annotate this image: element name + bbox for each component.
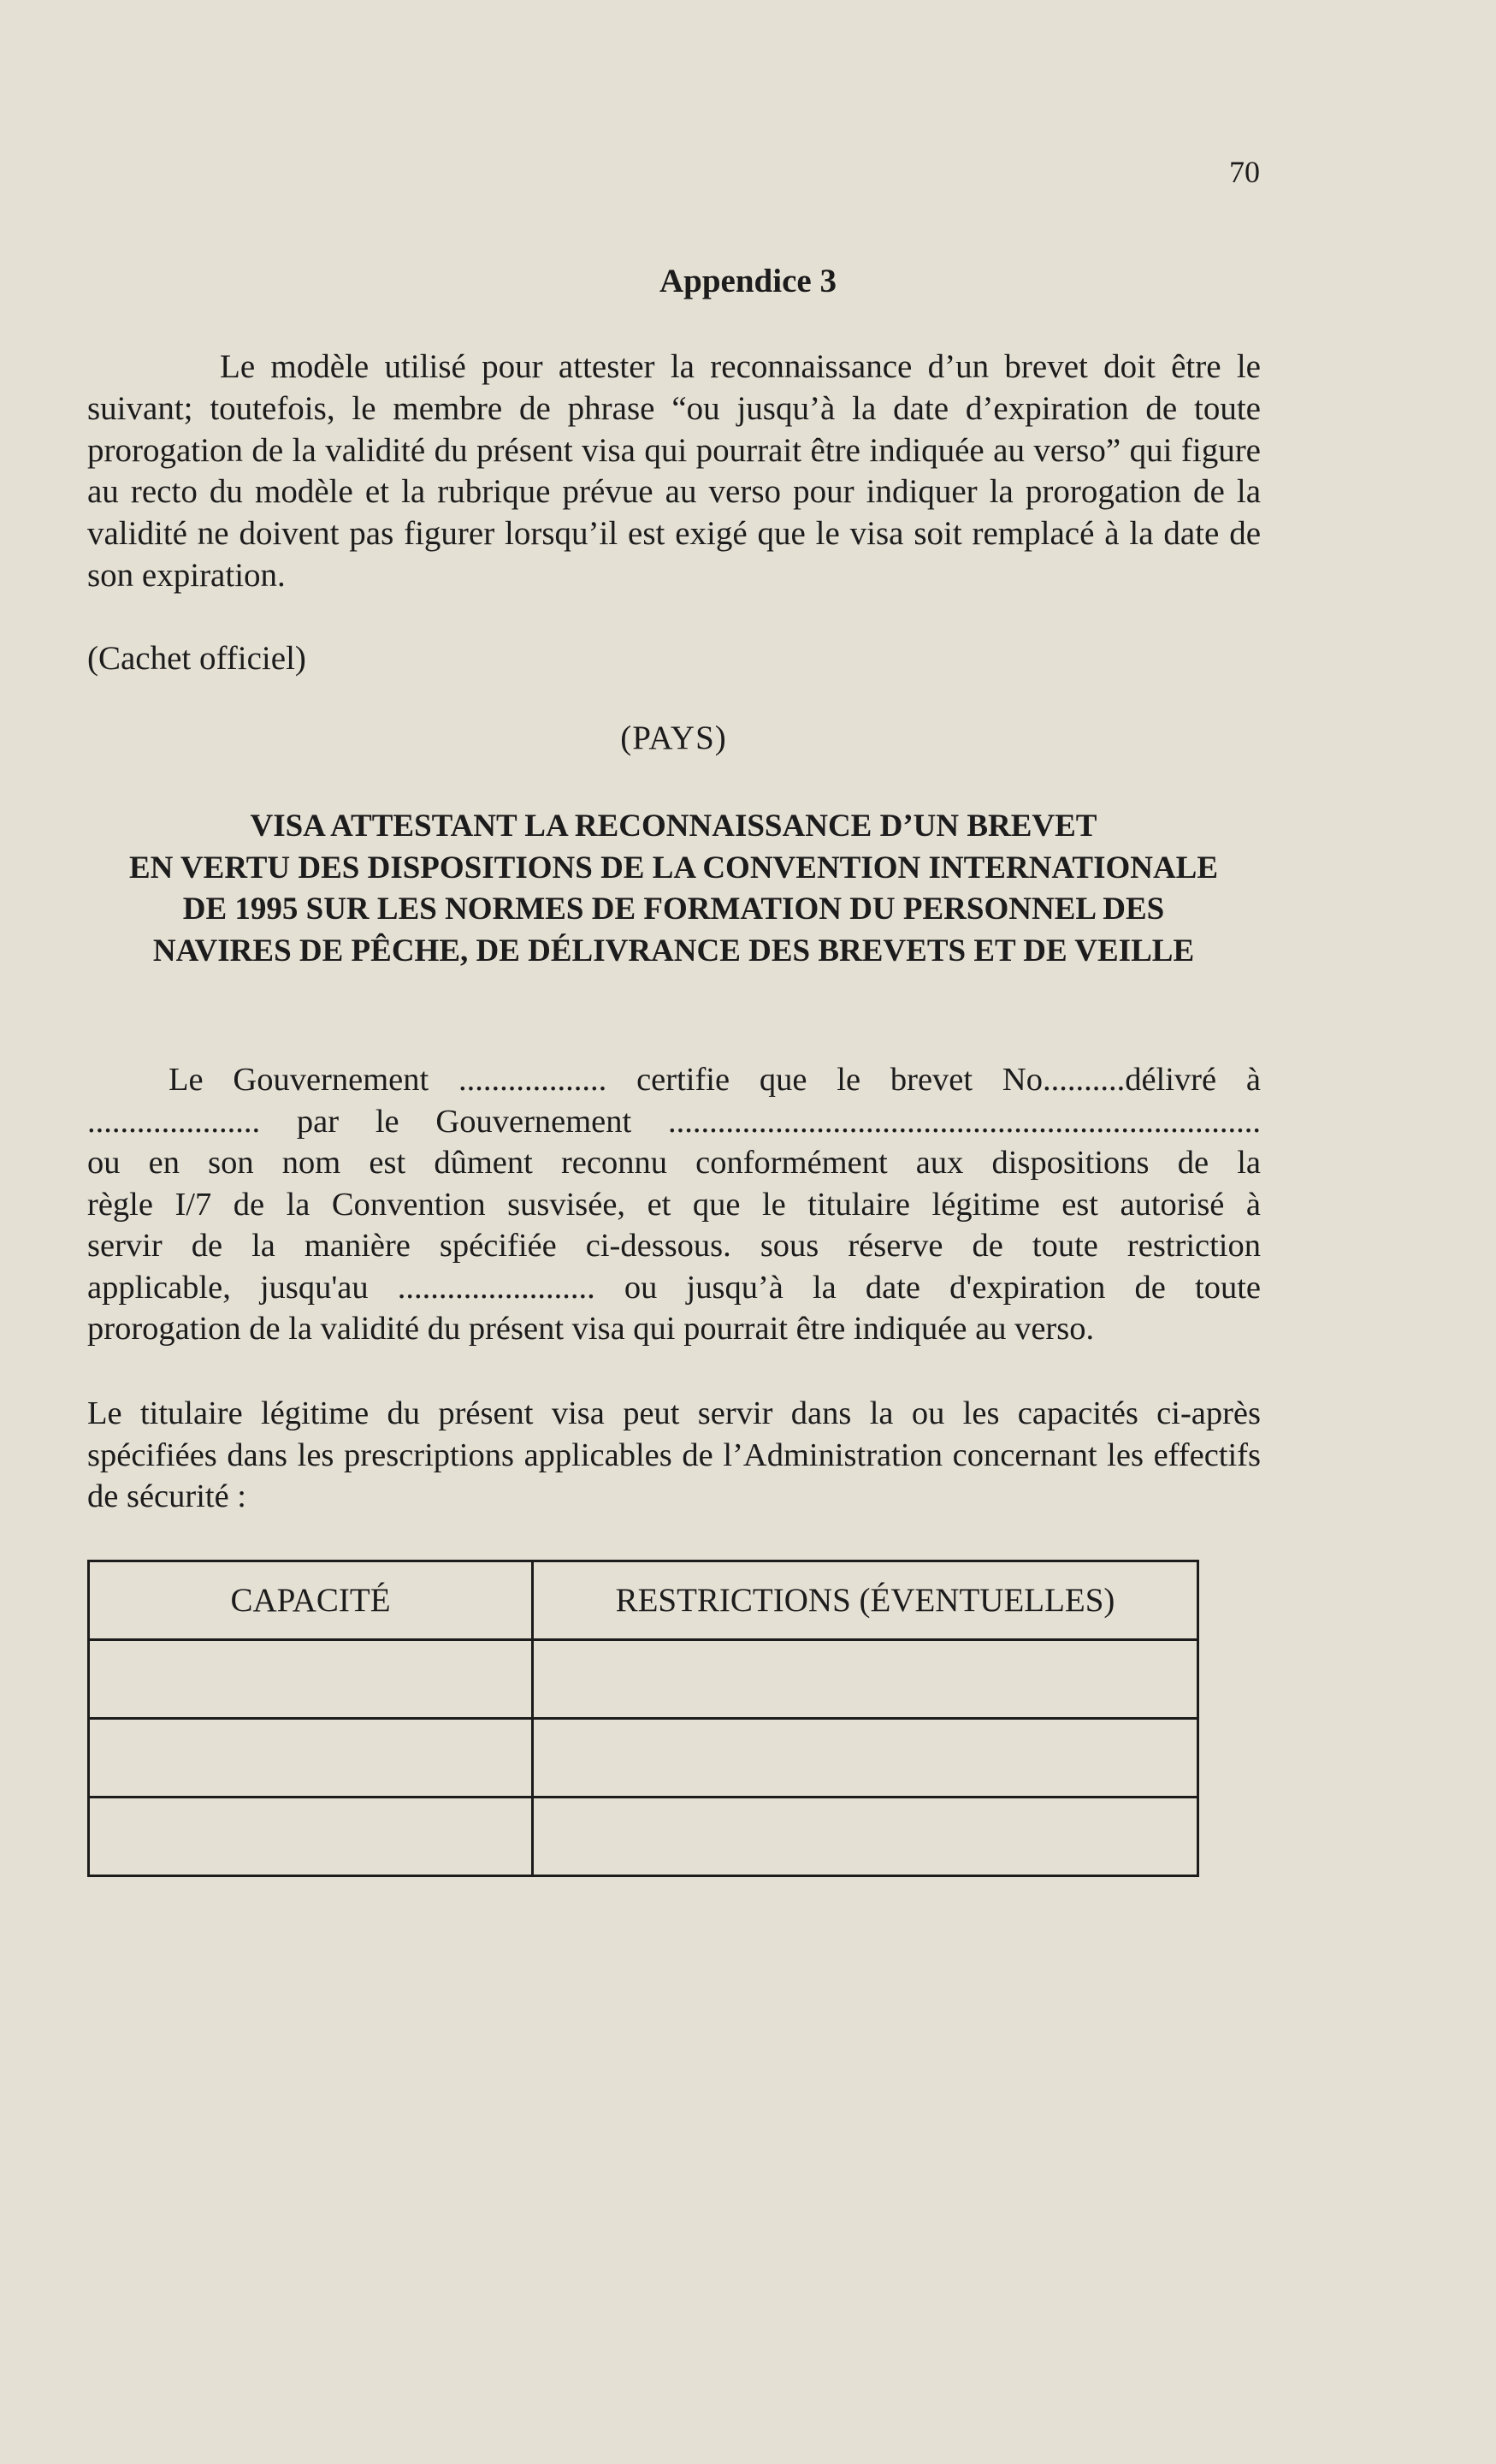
intro-paragraph: Le modèle utilisé pour attester la reconnaissance d’un brevet doit être le suivant; toutefois, le membre de phrase “ou jusqu’à la date d’expiration de toute prorogation de la validité du présent visa qui pourrait être indiquée au verso” qui figure au recto du modèle et la rubrique prévue au verso pour indiquer la prorogation de la validité ne doivent pas figurer lorsqu’il est exigé que le visa soit remplacé à la date de son expiration. — [87, 348, 1261, 594]
certification-line: prorogation de la validité du présent visa qui pourrait être indiquée au verso. — [87, 1311, 1095, 1347]
capacity-cell — [89, 1798, 533, 1876]
certification-line: Le Gouvernement .................. certifie que le brevet No..........délivré à — [169, 1062, 1261, 1098]
visa-title-line: NAVIRES DE PÊCHE, DE DÉLIVRANCE DES BREVETS ET DE VEILLE — [152, 933, 1195, 968]
certification-paragraph — [87, 1059, 1261, 1350]
restrictions-cell — [533, 1798, 1198, 1876]
appendix-title: Appendice 3 — [659, 263, 837, 299]
certification-line: règle I/7 de la Convention susvisée, et que le titulaire légitime est autorisé à — [87, 1186, 1261, 1223]
restrictions-column-header: RESTRICTIONS (ÉVENTUELLES) — [533, 1561, 1198, 1640]
capacity-table — [87, 1560, 1199, 1877]
restrictions-cell — [533, 1640, 1198, 1719]
country-label: (PAYS) — [620, 720, 727, 756]
table-row — [89, 1719, 1198, 1798]
official-seal-label: (Cachet officiel) — [87, 640, 306, 677]
visa-title — [0, 806, 1347, 972]
table-row — [89, 1798, 1198, 1876]
page-number: 70 — [1229, 155, 1260, 189]
capacities-paragraph: Le titulaire légitime du présent visa peut servir dans la ou les capacités ci-après spécifiées dans les prescriptions applicables de l’Administration concernant les effectifs de sécurité : — [87, 1395, 1261, 1514]
table-row — [89, 1640, 1198, 1719]
certification-line: servir de la manière spécifiée ci-dessous. sous réserve de toute restriction — [87, 1228, 1261, 1264]
visa-title-line: VISA ATTESTANT LA RECONNAISSANCE D’UN BREVET — [250, 808, 1097, 844]
capacity-cell — [89, 1719, 533, 1798]
capacity-cell — [89, 1640, 533, 1719]
table-header-row — [89, 1561, 1198, 1640]
visa-title-line: DE 1995 SUR LES NORMES DE FORMATION DU PERSONNEL DES — [182, 891, 1165, 927]
restrictions-cell — [533, 1719, 1198, 1798]
certification-line: ..................... par le Gouvernement ........................................................................ — [87, 1103, 1261, 1140]
certification-line: applicable, jusqu'au ........................ ou jusqu’à la date d'expiration de toute — [87, 1269, 1261, 1306]
certification-line: ou en son nom est dûment reconnu conformément aux dispositions de la — [87, 1145, 1261, 1181]
capacity-column-header: CAPACITÉ — [89, 1561, 533, 1640]
visa-title-line: EN VERTU DES DISPOSITIONS DE LA CONVENTION INTERNATIONALE — [128, 850, 1219, 886]
